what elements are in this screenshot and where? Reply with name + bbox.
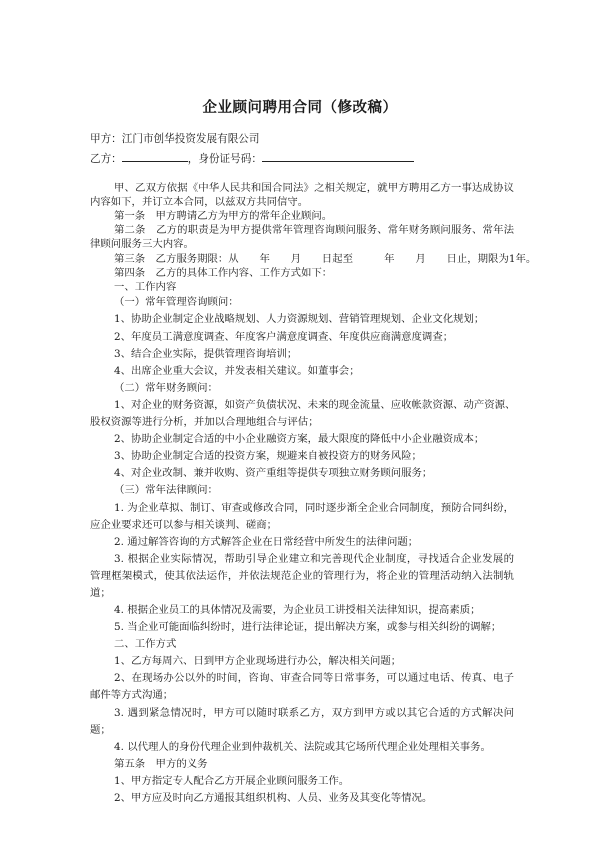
list-item: 1、协助企业制定企业战略规划、人力资源规划、营销管理规划、企业文化规划；: [114, 313, 485, 325]
list-item: 1、对企业的财务资源，如资产负债状况、未来的现金流量、应收帐款资源、动产资源、: [114, 399, 516, 411]
subsection-heading: （二）常年财务顾问：: [114, 382, 218, 394]
body-line: 律顾问服务三大内容。: [90, 238, 194, 250]
list-item: 4、出席企业重大会议，并发表相关建议。如董事会；: [114, 365, 360, 377]
list-item: 2. 通过解答咨询的方式解答企业在日常经营中所发生的法律问题；: [114, 536, 419, 548]
list-item: 2、年度员工满意度调查、年度客户满意度调查、年度供应商满意度调查；: [114, 331, 454, 343]
party-b-name-blank: [122, 150, 188, 162]
list-item-cont: 道；: [90, 587, 111, 599]
list-item: 4、对企业改制、兼并收购、资产重组等提供专项独立财务顾问服务；: [114, 467, 433, 479]
list-item: 1、乙方每周六、日到甲方企业现场进行办公，解决相关问题；: [114, 655, 402, 667]
section-heading: 一、工作内容: [114, 281, 177, 293]
list-item: 1、甲方指定专人配合乙方开展企业顾问服务工作。: [114, 775, 350, 787]
list-item: 3、协助企业制定合适的投资方案，规避来自被投资方的财务风险；: [114, 450, 422, 462]
list-item-cont: 应企业要求还可以参与相关谈判、磋商；: [90, 519, 278, 531]
document-title: 企业顾问聘用合同（修改稿）: [202, 99, 398, 116]
list-item: 5. 当企业可能面临纠纷时，进行法律论证，提出解决方案，或参与相关纠纷的调解；: [114, 621, 502, 633]
list-item: 3. 根据企业实际情况，帮助引导企业建立和完善现代企业制度，寻找适合企业发展的: [114, 553, 514, 565]
list-item: 3、结合企业实际，提供管理咨询培训；: [114, 348, 298, 360]
list-item-cont: 邮件等方式沟通；: [90, 689, 174, 701]
list-item: 2、在现场办公以外的时间，咨询、审查合同等日常事务，可以通过电话、传真、电子: [114, 672, 514, 684]
list-item: 4. 根据企业员工的具体情况及需要，为企业员工讲授相关法律知识，提高素质；: [114, 604, 481, 616]
list-item: 1. 为企业草拟、制订、审查或修改合同，同时逐步渐全企业合同制度，预防合同纠纷，: [114, 502, 514, 514]
body-line: 第一条 甲方聘请乙方为甲方的常年企业顾问。: [114, 210, 333, 222]
body-line: 第四条 乙方的具体工作内容、工作方式如下：: [114, 267, 333, 279]
subsection-heading: （一）常年管理咨询顾问：: [114, 296, 239, 308]
body-line: 内容如下，并订立本合同，以兹双方共同信守。: [90, 196, 309, 208]
list-item: 4. 以代理人的身份代理企业到仲裁机关、法院或其它场所代理企业处理相关事务。: [114, 741, 491, 753]
party-a-line: 甲方：江门市创华投资发展有限公司: [90, 133, 260, 145]
party-b-id-label: ，身份证号码：: [187, 153, 262, 165]
list-item: 2、协助企业制定合适的中小企业融资方案，最大限度的降低中小企业融资成本；: [114, 433, 485, 445]
list-item-cont: 股权资源等进行分析，并加以合理地组合与评估；: [90, 416, 319, 428]
list-item: 2、甲方应及时向乙方通报其组织机构、人员、业务及其变化等情况。: [114, 792, 433, 804]
body-line: 甲、乙双方依据《中华人民共和国合同法》之相关规定，就甲方聘用乙方一事达成协议: [114, 182, 514, 194]
section-heading: 二、工作方式: [114, 638, 177, 650]
body-line: 第二条 乙方的职责是为甲方提供常年管理咨询顾问服务、常年财务顾问服务、常年法: [114, 224, 514, 236]
article-heading: 第五条 甲方的义务: [114, 758, 208, 770]
list-item: 3. 遇到紧急情况时，甲方可以随时联系乙方，双方到甲方或以其它合适的方式解决问: [114, 707, 514, 719]
body-line: 第三条 乙方服务期限：从 年 月 日起至 年 月 日止，期限为1年。: [114, 253, 537, 265]
party-b-id-blank: [262, 150, 414, 162]
list-item-cont: 题；: [90, 724, 111, 736]
subsection-heading: （三）常年法律顾问：: [114, 484, 218, 496]
party-b-line: [90, 150, 414, 166]
list-item-cont: 管理框架模式，使其依法运作，并依法规范企业的管理行为，将企业的管理活动纳入法制轨: [90, 570, 514, 582]
party-b-label: 乙方：: [90, 153, 122, 165]
